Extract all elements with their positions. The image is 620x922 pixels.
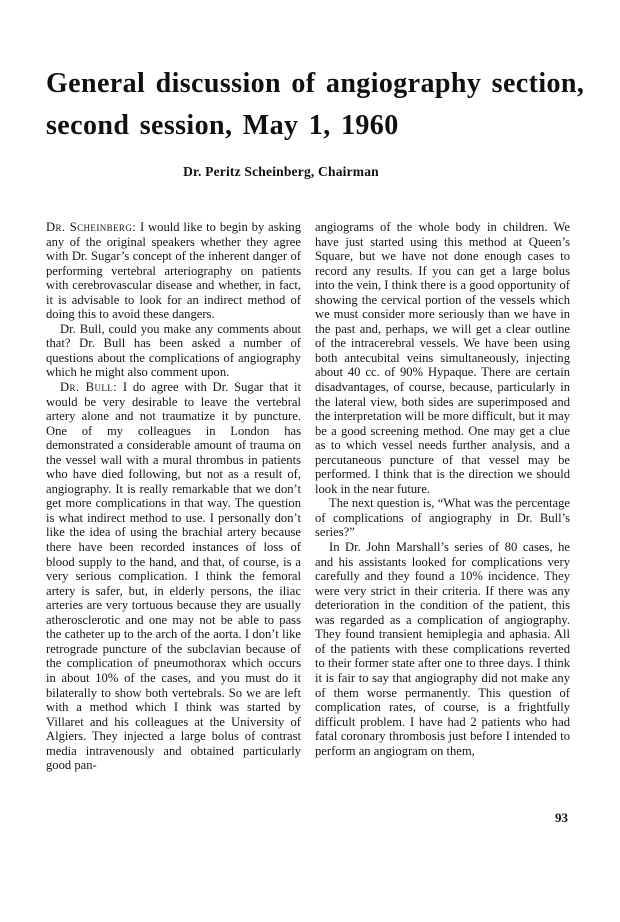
speaker-label: Dr. Scheinberg: bbox=[46, 220, 137, 234]
page-title-line-2: second session, May 1, 1960 bbox=[46, 110, 399, 141]
paragraph bbox=[315, 540, 570, 758]
paragraph-text: I would like to begin by asking any of the original speakers whether they agree with Dr. Sugar’s concept of the inherent danger of performing vertebral arteriography on patients with cerebrovascular disease and whether, in fact, it is advisable to look for an indirect method of doing this to avoid these dangers. bbox=[46, 220, 302, 322]
speaker-label: Dr. Bull: bbox=[60, 380, 118, 395]
paragraph-text: In Dr. John Marshall’s series of 80 cases, he and his assistants looked for complications very carefully and they found a 10% incidence. They were very strict in their criteria. If there was any deterioration in the condition of the patient, this was regarded as a complication of angiography. They found transient hemiplegia and aphasia. All of the patients with these complications reverted to their former state after one to three days. I think it is fair to say that angiography did not make any of them worse permanently. This question of complication rates, of course, is a frightfully difficult problem. I have had 2 patients who had fatal coronary thrombosis just before I intended to perform an angiogram on them, bbox=[315, 540, 570, 758]
paragraph bbox=[46, 380, 301, 773]
page-number: 93 bbox=[555, 810, 568, 825]
page-title bbox=[46, 63, 585, 147]
left-column bbox=[46, 220, 301, 773]
page-title-line-1: General discussion of angiography section, bbox=[46, 68, 585, 99]
paragraph-text: The next question is, “What was the percentage of complications of angiography in Dr. Bull’s series?” bbox=[315, 496, 570, 540]
right-column bbox=[315, 220, 570, 773]
chairman-byline: Dr. Peritz Scheinberg, Chairman bbox=[183, 164, 379, 179]
paragraph bbox=[315, 220, 570, 496]
paragraph bbox=[46, 220, 301, 322]
paragraph-text: angiograms of the whole body in children. We have just started using this method at Queen’s Square, but we have not done enough cases to record any results. If you can get a large bolus into the vein, I think there is a good opportunity of showing the cervical portion of the vessels which we must consider more seriously than we have in the past and, perhaps, we will get a clear outline of the intracerebral vessels. We have been using both antecubital veins simultaneously, injecting about 40 cc. of 90% Hypaque. There are certain disadvantages, of course, because, particularly in the lateral view, both sides are superimposed and the interpretation will be more difficult, but it may be a good screening method. One may get a clue as to which vessel needs further analysis, and a percutaneous puncture of that vessel may be performed. I think that is the direction we should look in the near future. bbox=[315, 220, 570, 496]
paragraph bbox=[315, 496, 570, 540]
paragraph-text: I do agree with Dr. Sugar that it would be very desirable to leave the vertebral artery alone and not traumatize it by puncture. One of my colleagues in London has demonstrated a considerable amount of trauma on the vessel wall with a mural thrombus in patients who have died following, but not as a result of, angiography. It is really remarkable that we don’t get more complications in that way. The question is what indirect method to use. I personally don’t like the idea of using the brachial artery because there have been recorded instances of loss of blood supply to the hand, and that, of course, is a very serious complication. I think the femoral artery is safer, but, in elderly persons, the iliac arteries are very tortuous because they are usually atherosclerotic and one may not be able to pass the catheter up to the arch of the aorta. I don’t like retrograde puncture of the subclavian because of the complication of pneumothorax which occurs in about 10% of the cases, and you must do it bilaterally to show both vertebrals. So we are left with a method which I think was started by Villaret and his colleagues at the University of Algiers. They injected a large bolus of contrast media intravenously and obtained particularly good pan- bbox=[46, 380, 301, 773]
paragraph bbox=[46, 322, 301, 380]
paragraph-text: Dr. Bull, could you make any comments about that? Dr. Bull has been asked a number of questions about the complications of angiography which he might also comment upon. bbox=[46, 321, 301, 380]
article-body bbox=[46, 220, 570, 773]
